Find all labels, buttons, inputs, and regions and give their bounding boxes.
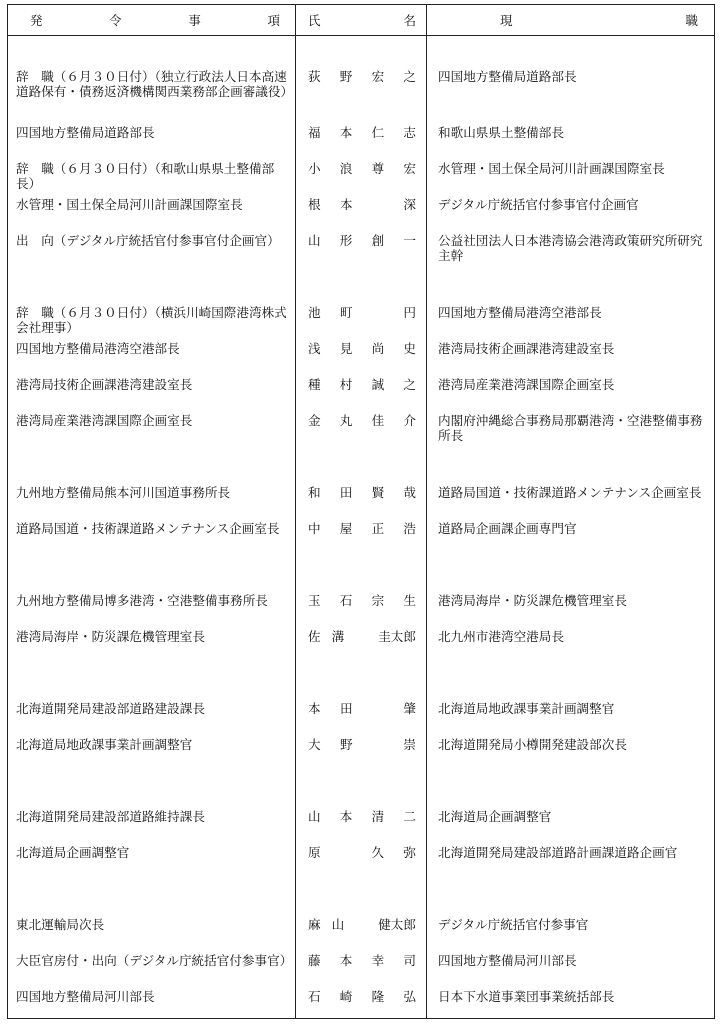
order-cell: 四国地方整備局河川部長 (16, 989, 155, 1004)
name-char: 一 (403, 233, 416, 248)
current-post-cell: 四国地方整備局河川部長 (438, 953, 577, 968)
name-char: 田 (340, 701, 353, 716)
current-post-cell: 港湾局産業港湾課国際企画室長 (438, 377, 615, 392)
name-char: 村 (339, 377, 353, 392)
name-char: 中 (308, 521, 321, 536)
name-char: 山 (308, 809, 321, 824)
name-char: 町 (340, 305, 353, 320)
current-post-cell: 北海道局地政課事業計画調整官 (438, 701, 615, 716)
current-post-cell: 港湾局海岸・防災課危機管理室長 (438, 593, 627, 608)
name-char: 尚 (371, 341, 385, 356)
name-cell (308, 69, 416, 84)
name-char (372, 305, 384, 320)
name-char: 麻 (308, 917, 321, 932)
name-char: 宗 (371, 593, 385, 608)
name-char: 山 (308, 233, 321, 248)
name-char: 石 (339, 593, 353, 608)
name-char: 圭太郎 (378, 629, 416, 644)
name-char: 浩 (403, 521, 416, 536)
name-char: 円 (403, 305, 416, 320)
name-char: 浪 (339, 161, 353, 176)
name-char (340, 845, 352, 860)
name-char: 宏 (403, 161, 416, 176)
name-char: 賢 (371, 485, 385, 500)
name-char: 種 (308, 377, 321, 392)
personnel-table (7, 4, 715, 1019)
name-cell (308, 233, 416, 248)
column-divider (295, 5, 296, 1018)
current-post-cell: 公益社団法人日本港湾協会港湾政策研究所研究主幹 (438, 233, 703, 263)
name-char: 本 (339, 953, 353, 968)
order-cell: 九州地方整備局博多港湾・空港整備事務所長 (16, 593, 268, 608)
name-char (372, 737, 384, 752)
name-cell (308, 989, 416, 1004)
name-char: 大 (308, 737, 321, 752)
order-cell: 辞 職（６月３０日付）（和歌山県県土整備部長） (16, 161, 275, 191)
name-char: 幸 (371, 953, 385, 968)
name-char: 荻 (308, 69, 321, 84)
name-char: 本 (308, 701, 321, 716)
name-char: 哉 (403, 485, 416, 500)
current-post-cell: 四国地方整備局港湾空港部長 (438, 305, 602, 320)
name-cell (308, 593, 416, 608)
name-char: 久 (371, 845, 384, 860)
order-cell: 港湾局産業港湾課国際企画室長 (16, 413, 193, 428)
name-char: 金 (308, 413, 321, 428)
name-cell (308, 125, 416, 140)
current-post-cell: デジタル庁統括官付参事官付企画官 (438, 197, 639, 212)
header-current: 現 職 (500, 13, 698, 28)
name-char: 肇 (403, 701, 416, 716)
current-post-cell: 内閣府沖縄総合事務局那覇港湾・空港整備事務所長 (438, 413, 703, 443)
order-cell: 北海道開発局建設部道路建設課長 (16, 701, 205, 716)
name-cell (308, 521, 416, 536)
name-char: 本 (339, 809, 353, 824)
current-post-cell: 港湾局技術企画課港湾建設室長 (438, 341, 615, 356)
name-cell (308, 197, 416, 212)
order-cell: 北海道局地政課事業計画調整官 (16, 737, 193, 752)
name-char: 池 (308, 305, 321, 320)
name-char (355, 629, 367, 644)
order-cell: 水管理・国土保全局河川計画課国際室長 (16, 197, 243, 212)
name-char: 溝 (331, 629, 345, 644)
name-char: 之 (403, 69, 416, 84)
name-char: 之 (403, 377, 416, 392)
name-char: 本 (339, 125, 353, 140)
name-char: 玉 (308, 593, 321, 608)
name-char: 司 (403, 953, 416, 968)
name-char: 史 (403, 341, 416, 356)
name-char: 正 (371, 521, 385, 536)
current-post-cell: 日本下水道事業団事業統括部長 (438, 989, 615, 1004)
order-cell: 北海道開発局建設部道路維持課長 (16, 809, 205, 824)
current-post-cell: 道路局企画課企画専門官 (438, 521, 577, 536)
name-cell (308, 485, 416, 500)
name-char: 浅 (308, 341, 321, 356)
name-char: 山 (331, 917, 345, 932)
name-char: 佳 (371, 413, 385, 428)
name-cell (308, 809, 416, 824)
name-char: 藤 (308, 953, 321, 968)
name-cell (308, 305, 416, 320)
order-cell: 四国地方整備局道路部長 (16, 125, 155, 140)
name-char: 宏 (371, 69, 385, 84)
header-order: 発 令 事 項 (30, 13, 280, 28)
name-char (372, 197, 384, 212)
name-cell (308, 377, 416, 392)
name-char: 清 (371, 809, 385, 824)
current-post-cell: 道路局国道・技術課道路メンテナンス企画室長 (438, 485, 702, 500)
name-char: 介 (403, 413, 416, 428)
name-char: 崇 (403, 737, 416, 752)
order-cell: 道路局国道・技術課道路メンテナンス企画室長 (16, 521, 280, 536)
name-char: 仁 (371, 125, 385, 140)
name-cell (308, 413, 416, 428)
current-post-cell: デジタル庁統括官付参事官 (438, 917, 589, 932)
name-char: 深 (403, 197, 416, 212)
name-char: 弥 (403, 845, 416, 860)
header-name: 氏 名 (308, 13, 416, 28)
order-cell: 辞 職（６月３０日付）（横浜川崎国際港湾株式会社理事） (16, 305, 287, 335)
name-char: 誠 (371, 377, 385, 392)
name-char: 二 (403, 809, 416, 824)
name-cell (308, 161, 416, 176)
order-cell: 大臣官房付・出向（デジタル庁統括官付参事官） (16, 953, 293, 968)
order-cell: 北海道局企画調整官 (16, 845, 130, 860)
name-char: 本 (340, 197, 353, 212)
order-cell: 九州地方整備局熊本河川国道事務所長 (16, 485, 231, 500)
current-post-cell: 和歌山県県土整備部長 (438, 125, 564, 140)
name-cell (308, 953, 416, 968)
name-char: 志 (403, 125, 416, 140)
current-post-cell: 北九州市港湾空港局長 (438, 629, 564, 644)
current-post-cell: 北海道開発局小樽開発建設部次長 (438, 737, 627, 752)
name-char: 原 (308, 845, 321, 860)
name-char: 野 (339, 69, 353, 84)
table-header (8, 5, 714, 36)
name-char: 創 (371, 233, 385, 248)
order-cell: 辞 職（６月３０日付）（独立行政法人日本高速道路保有・債務返済機構関西業務部企画審議役） (16, 69, 294, 99)
name-char (372, 701, 384, 716)
name-char: 尊 (371, 161, 385, 176)
name-char: 生 (403, 593, 416, 608)
name-cell (308, 629, 416, 644)
name-char: 丸 (339, 413, 353, 428)
name-cell (308, 341, 416, 356)
name-char: 福 (308, 125, 321, 140)
order-cell: 出 向（デジタル庁統括官付参事官付企画官） (16, 233, 280, 248)
current-post-cell: 四国地方整備局道路部長 (438, 69, 577, 84)
name-char: 見 (339, 341, 353, 356)
name-char: 形 (339, 233, 353, 248)
order-cell: 東北運輸局次長 (16, 917, 105, 932)
name-char: 屋 (339, 521, 353, 536)
name-cell (308, 701, 416, 716)
name-char: 佐 (308, 629, 321, 644)
name-cell (308, 737, 416, 752)
name-char: 根 (308, 197, 321, 212)
current-post-cell: 北海道開発局建設部道路計画課道路企画官 (438, 845, 678, 860)
name-cell (308, 845, 416, 860)
order-cell: 港湾局海岸・防災課危機管理室長 (16, 629, 205, 644)
current-post-cell: 北海道局企画調整官 (438, 809, 552, 824)
column-divider (426, 5, 427, 1018)
name-char: 隆 (371, 989, 385, 1004)
order-cell: 港湾局技術企画課港湾建設室長 (16, 377, 193, 392)
name-char: 田 (339, 485, 353, 500)
name-char (355, 917, 367, 932)
name-char: 弘 (403, 989, 416, 1004)
order-cell: 四国地方整備局港湾空港部長 (16, 341, 180, 356)
current-post-cell: 水管理・国土保全局河川計画課国際室長 (438, 161, 665, 176)
name-char: 崎 (339, 989, 353, 1004)
name-char: 和 (308, 485, 321, 500)
name-char: 小 (308, 161, 321, 176)
name-cell (308, 917, 416, 932)
name-char: 健太郎 (378, 917, 416, 932)
name-char: 野 (340, 737, 353, 752)
name-char: 石 (308, 989, 321, 1004)
